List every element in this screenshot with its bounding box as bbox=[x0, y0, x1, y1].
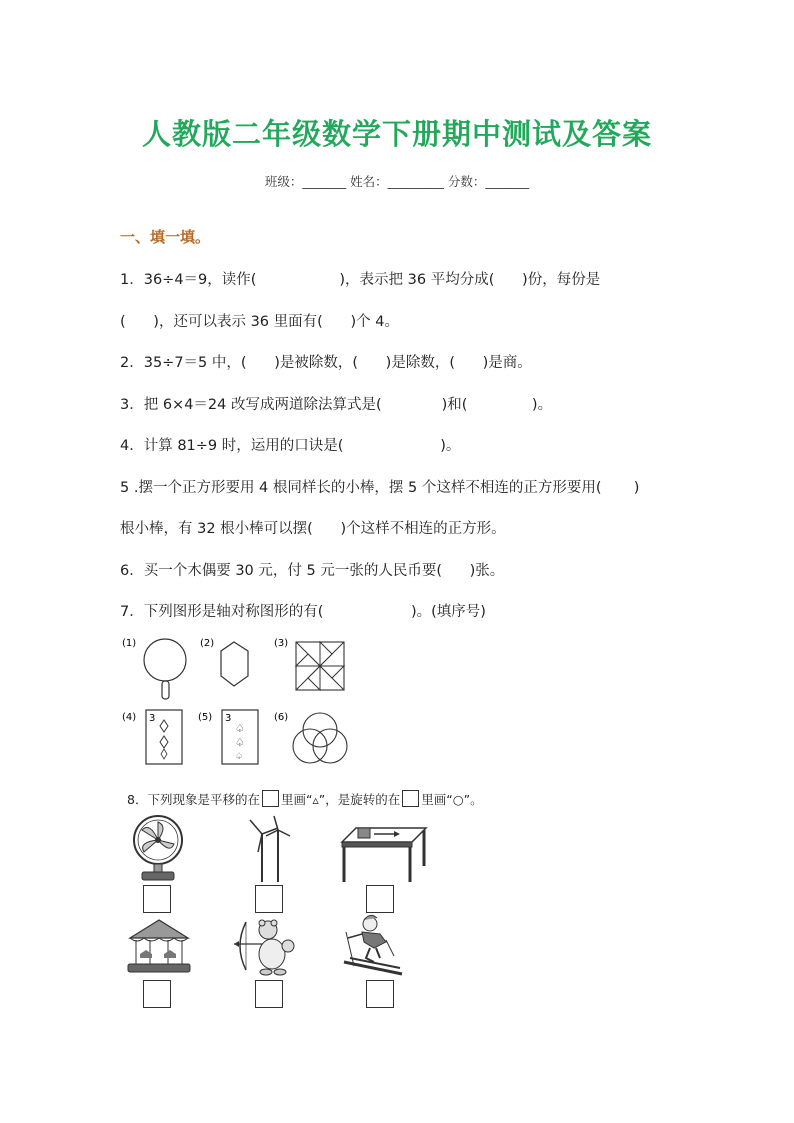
figure-4-diamond-card-icon bbox=[122, 710, 182, 764]
figure-label-2: (2) bbox=[200, 638, 215, 649]
card-4-rank: 3 bbox=[149, 713, 156, 724]
figure-2-hexagon-icon bbox=[200, 638, 248, 686]
windmill-icon bbox=[244, 814, 294, 884]
archer-bear-icon bbox=[232, 914, 296, 978]
fan-icon bbox=[128, 814, 188, 882]
carousel-icon bbox=[126, 918, 192, 976]
question-2: 2．35÷7＝5 中，( )是被除数，( )是除数，( )是商。 bbox=[120, 355, 532, 371]
answer-box-skier[interactable] bbox=[366, 980, 394, 1008]
figure-6-trefoil-icon bbox=[274, 712, 347, 763]
instruction-box-icon bbox=[402, 790, 419, 807]
question-6: 6．买一个木偶要 30 元，付 5 元一张的人民币要( )张。 bbox=[120, 563, 505, 579]
question-1-line-1: 1．36÷4＝9，读作( )，表示把 36 平均分成( )份，每份是 bbox=[120, 272, 601, 288]
question-8: 8．下列现象是平移的在 里画“▵”，是旋转的在 里画“○”。 bbox=[127, 792, 483, 807]
instruction-box-icon bbox=[262, 790, 279, 807]
question-7: 7．下列图形是轴对称图形的有( )。(填序号) bbox=[120, 604, 486, 620]
figure-label-1: (1) bbox=[122, 638, 137, 649]
svg-text:♤: ♤ bbox=[235, 736, 245, 749]
question-4: 4．计算 81÷9 时，运用的口诀是( )。 bbox=[120, 438, 461, 454]
sliding-box-on-table-icon bbox=[336, 822, 428, 884]
figure-label-5: (5) bbox=[198, 712, 213, 723]
card-5-rank: 3 bbox=[225, 713, 232, 724]
question-1-line-2: ( )，还可以表示 36 里面有( )个 4。 bbox=[120, 314, 399, 330]
question-5-line-2: 根小棒，有 32 根小棒可以摆( )个这样不相连的正方形。 bbox=[120, 521, 506, 537]
q7-figures bbox=[118, 632, 358, 772]
page-title: 人教版二年级数学下册期中测试及答案 bbox=[141, 117, 652, 151]
figure-label-4: (4) bbox=[122, 712, 137, 723]
figure-1-racket-icon bbox=[122, 638, 186, 699]
answer-box-windmill[interactable] bbox=[255, 885, 283, 913]
student-info-line: 班级：_______ 姓名：_________ 分数：_______ bbox=[264, 174, 530, 189]
question-3: 3．把 6×4＝24 改写成两道除法算式是( )和( )。 bbox=[120, 397, 553, 413]
figure-3-pinwheel-icon bbox=[274, 638, 344, 690]
skier-icon bbox=[340, 912, 404, 976]
section-heading-fill: 一、填一填。 bbox=[120, 228, 211, 246]
svg-text:♤: ♤ bbox=[235, 722, 245, 735]
figure-label-6: (6) bbox=[274, 712, 289, 723]
answer-box-archer[interactable] bbox=[255, 980, 283, 1008]
figure-label-3: (3) bbox=[274, 638, 289, 649]
svg-text:♤: ♤ bbox=[235, 752, 244, 762]
figure-5-spade-card-icon bbox=[198, 710, 258, 764]
answer-box-fan[interactable] bbox=[143, 885, 171, 913]
answer-box-table[interactable] bbox=[366, 885, 394, 913]
question-5-line-1: 5 .摆一个正方形要用 4 根同样长的小棒，摆 5 个这样不相连的正方形要用( ) bbox=[120, 480, 640, 496]
answer-box-carousel[interactable] bbox=[143, 980, 171, 1008]
